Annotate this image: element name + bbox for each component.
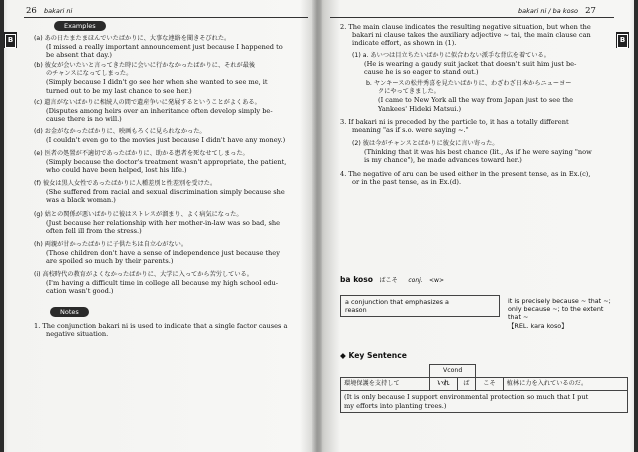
entry-headword: [340, 276, 444, 285]
register-tag: <w>: [429, 277, 444, 284]
note-1: 1. The conjunction bakari ni is used to indicate that a single factor causes a negative situation.: [34, 322, 288, 339]
example-2: (2) 彼は今がチャンスとばかりに彼女に言い寄った。 (Thinking that it was his best chance (lit., As if he were saying "now is my chance"), he made advances toward her.): [352, 140, 592, 165]
note-2: 2. The main clause indicates the resulting negative situation, but when the bakari ni clause takes the auxiliary adjective ~ tai, the main clause can indicate effort, as shown in (1).: [340, 23, 591, 48]
example-i: (i) 高校時代の教育がよくなかったばかりに、大学に入ってから苦労している。 (I'm having a difficult time in college all because my high school edu- cation wasn't good.): [34, 271, 278, 296]
page-number: 26: [26, 6, 37, 16]
example-b: (b) 彼女が会いたいと言ってきた時に会いに行かなかったばかりに、それが最後 のチャンスになってしまった。 (Simply because I didn't go see her when she wanted to see me, it turned out to be my last chance to see her.): [34, 62, 268, 95]
example-1a: (1) a. あいつは目立ちたいばかりに似合わない派手な背広を着ている。 (He is wearing a gaudy suit jacket that doesn't suit him just be- cause he is so eager to stand out.): [352, 52, 577, 77]
headword-kana: ばこそ: [379, 277, 398, 284]
headword: ba koso: [340, 275, 374, 284]
running-title: bakari ni / ba koso: [518, 7, 578, 15]
scan-edge-right: [634, 0, 638, 452]
note-4: 4. The negative of aru can be used either in the present tense, as in Ex.(c), or in the past tense, as in Ex.(d).: [340, 170, 591, 187]
page-number: 27: [585, 6, 596, 16]
part-of-speech: conj.: [408, 277, 423, 284]
examples-label: Examples: [54, 21, 106, 31]
key-sentence-table: Vcond 環境保護を支持して いれ ば こそ 植林に力を入れているのだ。 (It is only because I support environmental protection so much that I put my efforts into planting trees.): [340, 364, 628, 413]
example-c: (c) 遺言がないばかりに相続人の間で遺産争いに発展するということがよくある。 (Disputes among heirs over an inheritance often develop simply be- cause there is no will.): [34, 99, 273, 124]
example-1b: b. ヤンキースの松井秀喜を見たいばかりに、わざわざ日本からニューヨー クにやってきました。 (I came to New York all the way from Japan just to see the Yankees' Hideki Matsui.): [366, 80, 574, 113]
right-page: [322, 0, 628, 452]
section-tab: B: [4, 32, 17, 48]
notes-label: Notes: [50, 307, 89, 317]
gloss: it is precisely because ~ that ~; only because ~; to the extent that ~ 【REL. kara koso】: [508, 297, 611, 330]
running-title: bakari ni: [43, 7, 73, 15]
example-d: (d) お金がなかったばかりに、映画もろくに見られなかった。 (I couldn't even go to the movies just because I didn't have any money.): [34, 128, 286, 145]
left-header: [26, 7, 72, 15]
right-header: [518, 7, 596, 15]
header-rule: [24, 17, 308, 18]
example-a: (a) あの日たまたまほんでいたばかりに、大事な連絡を聞きそびれた。 (I missed a really important announcement just because I happened to be absent that day.): [34, 35, 283, 60]
key-sentence-label: ◆ Key Sentence: [340, 351, 407, 360]
example-h: (h) 両親が甘かったばかりに子供たちは自立心がない。 (Those children don't have a sense of independence just because they are spoiled so much by their parents.): [34, 241, 280, 266]
book-gutter: [312, 0, 322, 452]
definition-box: a conjunction that emphasizes a reason: [340, 295, 500, 317]
left-page: [7, 0, 310, 452]
scan-edge-left: [0, 0, 4, 452]
example-e: (e) 医者の処置が不適切であったばかりに、助かる患者を死なせてしまった。 (Simply because the doctor's treatment wasn't appropriate, the patient, who could have been helped, lost his life.): [34, 150, 287, 175]
header-rule: [330, 17, 614, 18]
example-f: (f) 彼女は黒人女性であったばかりに人種差別と性差別を受けた。 (She suffered from racial and sexual discrimination simply because she was a black woman.): [34, 180, 285, 205]
section-tab: B: [616, 32, 629, 48]
example-g: (g) 姑との関係が悪いばかりに彼はストレスが溜まり、よく病気になった。 (Just because her relationship with her mother-in-law was so bad, she often fell ill from the stress.): [34, 211, 280, 236]
note-3: 3. If bakari ni is preceded by the particle to, it has a totally different meaning "as if s.o. were saying ~.": [340, 118, 569, 135]
